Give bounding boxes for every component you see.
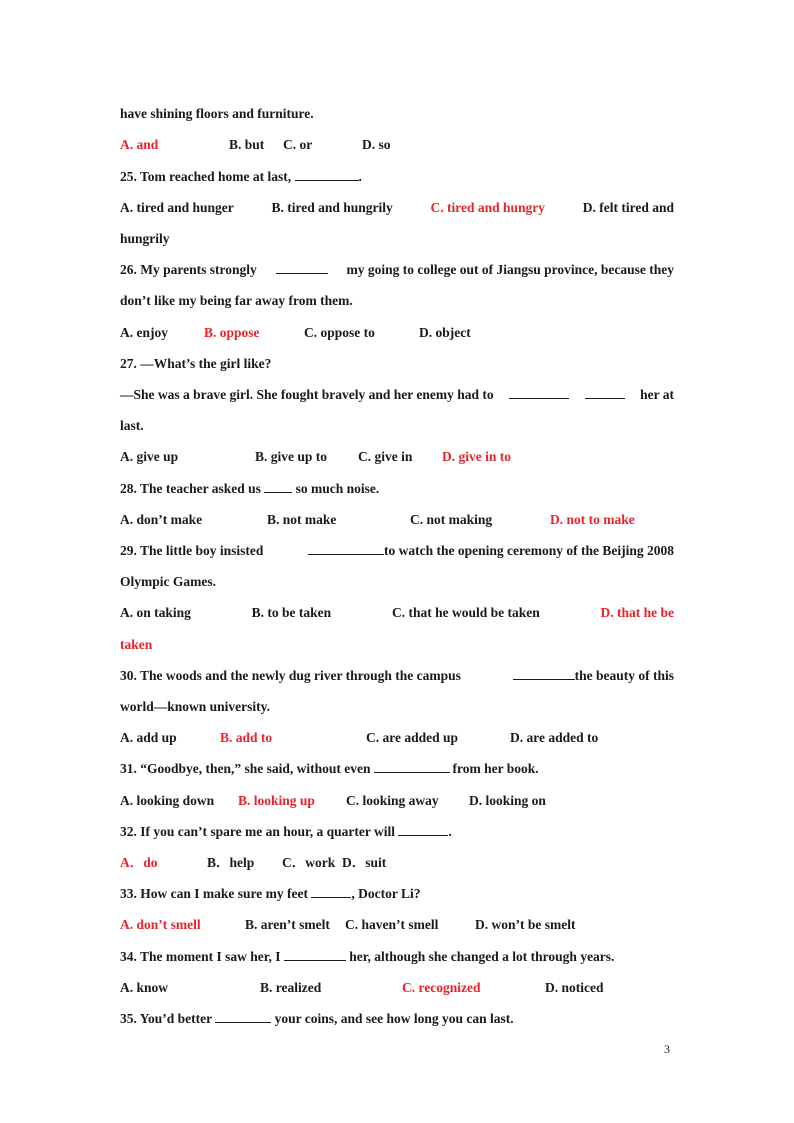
q32-option-c: C．work — [282, 855, 336, 870]
q31-option-d: D. looking on — [469, 793, 546, 808]
q31-stem: 31. “Goodbye, then,” she said, without even from her book. — [120, 761, 539, 776]
q31-option-c: C. looking away — [346, 793, 439, 808]
q34-option-b: B. realized — [260, 980, 322, 995]
q29-stem: 29. The little boy insisted to watch the opening ceremony of the Beijing 2008 — [120, 543, 674, 558]
q24-option-a: A. and — [120, 137, 159, 152]
q25-option-d: D. felt tired and — [582, 200, 674, 215]
q27-stem: —She was a brave girl. She fought bravely and her enemy had to her at — [120, 387, 674, 402]
q25-option-c: C. tired and hungry — [430, 200, 546, 215]
text-line — [120, 104, 674, 124]
answer-blank — [398, 822, 448, 836]
q31-option-b: B. looking up — [238, 793, 315, 808]
q29-option-d-cont: taken — [120, 637, 153, 652]
q32-stem: 32. If you can’t spare me an hour, a quarter will . — [120, 824, 452, 839]
answer-blank — [308, 541, 384, 555]
q25-option-a: A. tired and hunger — [120, 200, 234, 215]
q26-option-d: D. object — [419, 325, 471, 340]
q34-option-c: C. recognized — [402, 980, 481, 995]
q28-option-d: D. not to make — [550, 512, 635, 527]
q31-options — [120, 791, 674, 811]
answer-blank — [215, 1009, 271, 1023]
q28-stem: 28. The teacher asked us so much noise. — [120, 481, 380, 496]
q30-option-d: D. are added to — [510, 730, 599, 745]
q33-option-a: A. don’t smell — [120, 917, 201, 932]
q24-option-c: C. or — [283, 137, 313, 152]
q28-option-a: A. don’t make — [120, 512, 203, 527]
q26-options — [120, 323, 674, 343]
q26-option-c: C. oppose to — [304, 325, 375, 340]
answer-blank — [585, 385, 625, 399]
answer-blank — [311, 884, 351, 898]
q34-option-d: D. noticed — [545, 980, 604, 995]
q34-options — [120, 978, 674, 998]
q27-question: 27. —What’s the girl like? — [120, 356, 272, 371]
q26-option-b: B. oppose — [204, 325, 260, 340]
q33-option-b: B. aren’t smelt — [245, 917, 330, 932]
q24-option-b: B. but — [229, 137, 265, 152]
page-number: 3 — [664, 1042, 670, 1056]
q33-options — [120, 915, 674, 935]
q31-option-a: A. looking down — [120, 793, 215, 808]
q25-option-b: B. tired and hungrily — [271, 200, 393, 215]
q30-option-c: C. are added up — [366, 730, 459, 745]
q29-option-b: B. to be taken — [251, 605, 332, 620]
q33-option-c: C. haven’t smell — [345, 917, 439, 932]
q30-stem: 30. The woods and the newly dug river through the campus the beauty of this — [120, 668, 674, 683]
q32-options — [120, 853, 674, 873]
q28-option-b: B. not make — [267, 512, 337, 527]
answer-blank — [276, 260, 328, 274]
q29-option-c: C. that he would be taken — [391, 605, 540, 620]
continuation-text: have shining floors and furniture. — [120, 106, 314, 121]
q24-options — [120, 135, 674, 155]
q34-stem: 34. The moment I saw her, I her, although she changed a lot through years. — [120, 949, 615, 964]
answer-blank — [374, 759, 450, 773]
q27-stem-cont: last. — [120, 418, 144, 433]
q32-option-a: A．do — [120, 855, 158, 870]
q27-option-c: C. give in — [358, 449, 413, 464]
answer-blank — [264, 479, 292, 493]
q29-option-d: D. that he be — [600, 605, 674, 620]
q25-options — [120, 198, 674, 218]
q24-option-d: D. so — [362, 137, 391, 152]
q27-option-b: B. give up to — [255, 449, 328, 464]
q32-option-b: B．help — [207, 855, 255, 870]
q27-option-d: D. give in to — [442, 449, 511, 464]
q27-option-a: A. give up — [120, 449, 179, 464]
answer-blank — [295, 167, 359, 181]
q28-option-c: C. not making — [410, 512, 493, 527]
q25-stem: 25. Tom reached home at last, . — [120, 169, 362, 184]
answer-blank — [513, 666, 575, 680]
q33-option-d: D. won’t be smelt — [475, 917, 576, 932]
q35-stem: 35. You’d better your coins, and see how long you can last. — [120, 1011, 514, 1026]
q26-option-a: A. enjoy — [120, 325, 168, 340]
q29-option-a: A. on taking — [120, 605, 191, 620]
q30-options — [120, 728, 674, 748]
q27-options — [120, 447, 674, 467]
q33-stem: 33. How can I make sure my feet , Doctor Li? — [120, 886, 421, 901]
q28-options — [120, 510, 674, 530]
q26-stem: 26. My parents strongly my going to college out of Jiangsu province, because they — [120, 262, 674, 277]
q29-stem-cont: Olympic Games. — [120, 574, 216, 589]
q26-stem-cont: don’t like my being far away from them. — [120, 293, 353, 308]
q30-stem-cont: world—known university. — [120, 699, 271, 714]
q34-option-a: A. know — [120, 980, 169, 995]
answer-blank — [509, 385, 569, 399]
answer-blank — [284, 947, 346, 961]
q25-option-d-cont: hungrily — [120, 231, 170, 246]
q30-option-b: B. add to — [220, 730, 273, 745]
q29-options — [120, 603, 674, 623]
q32-option-d: D．suit — [342, 855, 387, 870]
q30-option-a: A. add up — [120, 730, 177, 745]
